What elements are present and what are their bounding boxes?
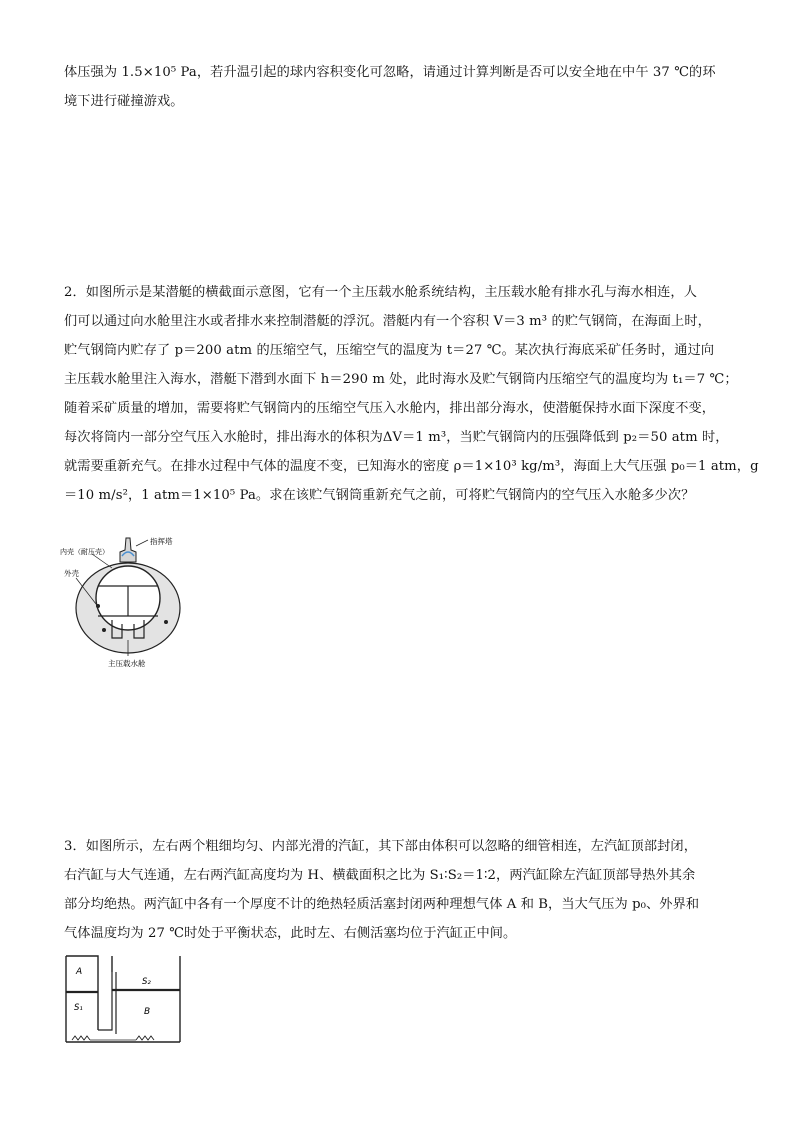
tank-leader-dot bbox=[164, 620, 168, 624]
problem2-line: 贮气钢筒内贮存了 p＝200 atm 的压缩空气，压缩空气的温度为 t＝27 ℃。某次执行海底采矿任务时，通过向 bbox=[64, 343, 715, 358]
outer-leader-dot bbox=[96, 604, 100, 608]
label-ballast-tank: 主压载水舱 bbox=[108, 659, 146, 668]
inner-leader-line bbox=[92, 554, 112, 568]
problem3-line: 部分均绝热。两汽缸中各有一个厚度不计的绝热轻质活塞封闭两种理想气体 A 和 B，当大气压为 p₀、外界和 bbox=[64, 897, 700, 912]
submarine-figure bbox=[56, 528, 216, 672]
problem1-line: 境下进行碰撞游戏。 bbox=[64, 94, 184, 109]
label-inner-hull: 内壳（耐压壳） bbox=[60, 548, 109, 556]
problem2-text bbox=[64, 278, 759, 510]
problem2-line: 主压载水舱里注入海水，潜艇下潜到水面下 h＝290 m 处，此时海水及贮气钢筒内压缩空气的温度均为 t₁＝7 ℃； bbox=[64, 372, 738, 387]
problem2-line: ＝10 m/s²，1 atm＝1×10⁵ Pa。求在该贮气钢筒重新充气之前，可将贮气钢筒内的空气压入水舱多少次？ bbox=[64, 488, 695, 503]
problem3-line: 右汽缸与大气连通，左右两汽缸高度均为 H、横截面积之比为 S₁∶S₂＝1∶2，两汽缸除左汽缸顶部导热外其余 bbox=[64, 868, 696, 883]
conning-tower-shape bbox=[120, 538, 136, 562]
connecting-pipe-inner bbox=[102, 1034, 116, 1042]
problem3-text bbox=[64, 832, 744, 948]
label-gas-b: B bbox=[144, 1007, 151, 1017]
problem1-tail bbox=[64, 58, 744, 116]
heater-coil bbox=[72, 1036, 154, 1040]
label-tower: 指挥塔 bbox=[150, 537, 173, 546]
problem2-line: 每次将筒内一部分空气压入水舱时，排出海水的体积为ΔV＝1 m³，当贮气钢筒内的压强降低到 p₂＝50 atm 时， bbox=[64, 430, 729, 445]
label-gas-a: A bbox=[76, 967, 83, 977]
problem3-line: 气体温度均为 27 ℃时处于平衡状态，此时左、右侧活塞均位于汽缸正中间。 bbox=[64, 926, 517, 941]
problem1-line: 体压强为 1.5×10⁵ Pa，若升温引起的球内容积变化可忽略，请通过计算判断是否可以安全地在中午 37 ℃的环 bbox=[64, 65, 716, 80]
problem2-line: 们可以通过向水舱里注水或者排水来控制潜艇的浮沉。潜艇内有一个容积 V＝3 m³ 的贮气钢筒，在海面上时， bbox=[64, 314, 711, 329]
problem3-line: 3．如图所示，左右两个粗细均匀、内部光滑的汽缸，其下部由体积可以忽略的细管相连，左汽缸顶部封闭， bbox=[64, 839, 697, 854]
cylinders-figure bbox=[62, 952, 186, 1046]
problem2-line: 就需要重新充气。在排水过程中气体的温度不变，已知海水的密度 ρ＝1×10³ kg/m³，海面上大气压强 p₀＝1 atm，g bbox=[64, 459, 759, 474]
problem2-line: 2．如图所示是某潜艇的横截面示意图，它有一个主压载水舱系统结构，主压载水舱有排水孔与海水相连，人 bbox=[64, 285, 697, 300]
tower-leader-line bbox=[136, 540, 148, 546]
problem2-line: 随着采矿质量的增加，需要将贮气钢筒内的压缩空气压入水舱内，排出部分海水，使潜艇保持水面下深度不变， bbox=[64, 401, 716, 416]
label-outer-hull: 外壳 bbox=[64, 569, 79, 578]
label-s2: S₂ bbox=[142, 977, 151, 987]
tank-leader-dot bbox=[102, 628, 106, 632]
connecting-pipe bbox=[98, 972, 112, 1030]
label-s1: S₁ bbox=[74, 1003, 83, 1013]
